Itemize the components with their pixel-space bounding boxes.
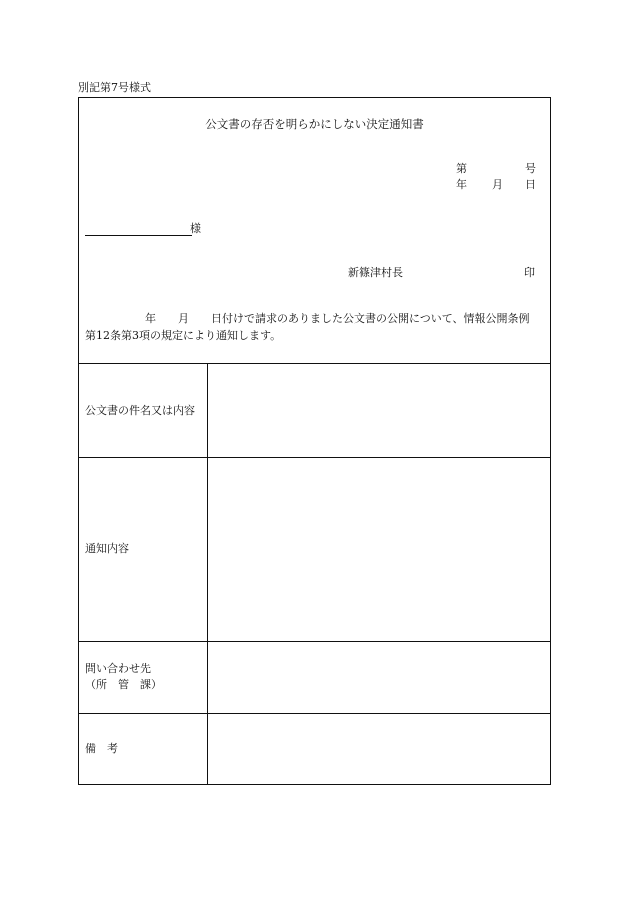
notice-body-line-1: 年 月 日付けで請求のありました公文書の公開について、情報公開条例 [145,312,530,325]
row-notice-content [79,457,550,641]
row-label-text: 備 考 [85,742,118,755]
number-suffix: 号 [525,162,536,175]
row-label-cell [79,458,208,641]
number-prefix: 第 [456,162,467,175]
document-title: 公文書の存否を明らかにしない決定通知書 [205,117,424,131]
row-label-cell [79,364,208,457]
notice-content-field[interactable] [208,458,550,641]
addressee-blank-line [85,235,192,236]
addressee-honorific: 様 [190,222,201,235]
row-contact [79,641,550,713]
row-label-cell [79,714,208,784]
date-month: 月 [492,178,503,191]
row-label-text: 公文書の件名又は内容 [85,404,195,417]
issuer-name: 新篠津村長 [348,266,403,279]
form-number-label: 別記第7号様式 [78,81,151,94]
row-label-text: 通知内容 [85,542,129,555]
row-document-subject [79,363,550,457]
notice-form [78,97,551,785]
row-label-text: 問い合わせ先 [85,662,151,675]
date-day: 日 [525,178,536,191]
notice-body-line-2: 第12条第3項の規定により通知します。 [85,329,282,342]
row-remarks [79,713,550,784]
issuer-seal: 印 [524,266,535,279]
remarks-field[interactable] [208,714,550,784]
document-subject-field[interactable] [208,364,550,457]
date-year: 年 [456,178,467,191]
row-label-subtext: （所 管 課） [85,678,162,691]
row-label-cell [79,642,208,713]
notice-body [85,310,547,344]
contact-field[interactable] [208,642,550,713]
